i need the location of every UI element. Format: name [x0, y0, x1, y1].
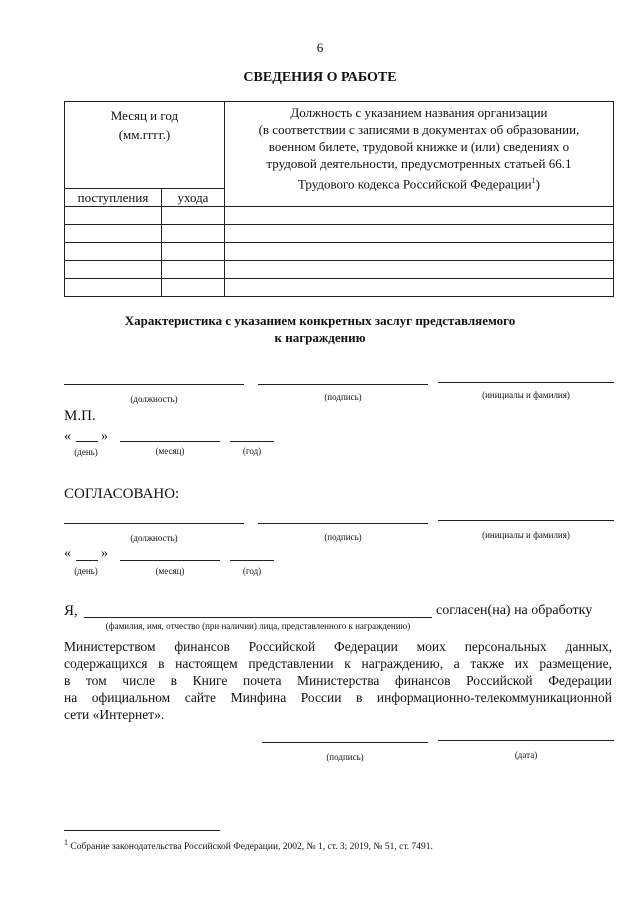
table-row	[65, 207, 614, 225]
name-line	[438, 382, 614, 383]
footnote	[64, 838, 433, 852]
day-line	[76, 560, 98, 561]
year-line	[230, 560, 274, 561]
quote-open: «	[64, 546, 71, 561]
section-title: СВЕДЕНИЯ О РАБОТЕ	[243, 70, 397, 85]
signature-line	[258, 384, 428, 385]
table-row	[65, 279, 614, 297]
consent-signature-line	[262, 742, 428, 743]
quote-open: «	[64, 429, 71, 444]
table-row	[65, 243, 614, 261]
month-year-header	[65, 102, 225, 189]
exit-subheader: ухода	[162, 189, 225, 207]
table-row	[65, 261, 614, 279]
signature-caption: (подпись)	[324, 392, 362, 402]
year-line	[230, 441, 274, 442]
agreed-label: СОГЛАСОВАНО:	[64, 486, 180, 502]
consent-signature-caption: (подпись)	[326, 752, 364, 762]
consent-date-caption: (дата)	[514, 750, 538, 760]
position-header-line: трудовой деятельности, предусмотренных статьей 66.1	[266, 156, 572, 171]
year-caption: (год)	[242, 446, 262, 456]
stamp-label: М.П.	[64, 408, 96, 424]
work-history-table	[64, 101, 614, 297]
month-caption: (месяц)	[155, 566, 185, 576]
full-name-caption: (фамилия, имя, отчество (при наличии) лица, представленного к награждению)	[105, 621, 411, 631]
footnote-text: Собрание законодательства Российской Федерации, 2002, № 1, ст. 3; 2019, № 51, ст. 7491.	[70, 842, 433, 853]
day-caption: (день)	[74, 447, 98, 457]
month-line	[120, 441, 220, 442]
footnote-ref: 1	[531, 176, 536, 185]
month-line	[120, 560, 220, 561]
signature-line	[258, 523, 428, 524]
consent-paragraph: Министерством финансов Российской Федерации моих персональных данных, содержащихся в настоящем представлении к награждению, а также их размещение, в том числе в Книге почета Министерства финансов Российской Федерации на официальном сайте Минфина России в информационно-телекоммуникационной сети «Интернет».	[64, 639, 612, 722]
position-header-line: военном билете, трудовой книжке и (или) сведениях о	[268, 139, 570, 154]
month-year-format: (мм.гггг.)	[118, 127, 171, 142]
page-number: 6	[316, 40, 324, 55]
signature-caption: (подпись)	[324, 532, 362, 542]
position-line	[64, 384, 244, 385]
footnote-mark: 1	[64, 838, 68, 847]
footnote-separator	[64, 830, 220, 831]
name-line	[438, 520, 614, 521]
consent-date-line	[438, 740, 614, 741]
name-caption: (инициалы и фамилия)	[482, 530, 570, 540]
characteristic-title: Характеристика с указанием конкретных заслуг представляемого к награждению	[124, 313, 516, 345]
day-line	[76, 441, 98, 442]
month-caption: (месяц)	[155, 446, 185, 456]
position-line	[64, 523, 244, 524]
consent-prefix: Я,	[64, 603, 78, 619]
day-caption: (день)	[74, 566, 98, 576]
name-caption: (инициалы и фамилия)	[482, 390, 570, 400]
month-year-label: Месяц и год	[110, 108, 179, 123]
position-header	[224, 102, 613, 207]
table-row	[65, 225, 614, 243]
quote-close: »	[101, 429, 108, 444]
entry-subheader: поступления	[65, 189, 162, 207]
consent-suffix: согласен(на) на обработку	[436, 603, 593, 618]
year-caption: (год)	[242, 566, 262, 576]
position-header-line: (в соответствии с записями в документах об образовании,	[258, 122, 580, 137]
position-caption: (должность)	[130, 394, 178, 404]
position-header-line: Должность с указанием названия организации	[290, 105, 548, 120]
position-caption: (должность)	[130, 533, 178, 543]
table-header-row	[65, 102, 614, 189]
quote-close: »	[101, 546, 108, 561]
position-header-line: Трудового кодекса Российской Федерации$^1$)	[297, 176, 540, 192]
full-name-line	[84, 617, 432, 618]
